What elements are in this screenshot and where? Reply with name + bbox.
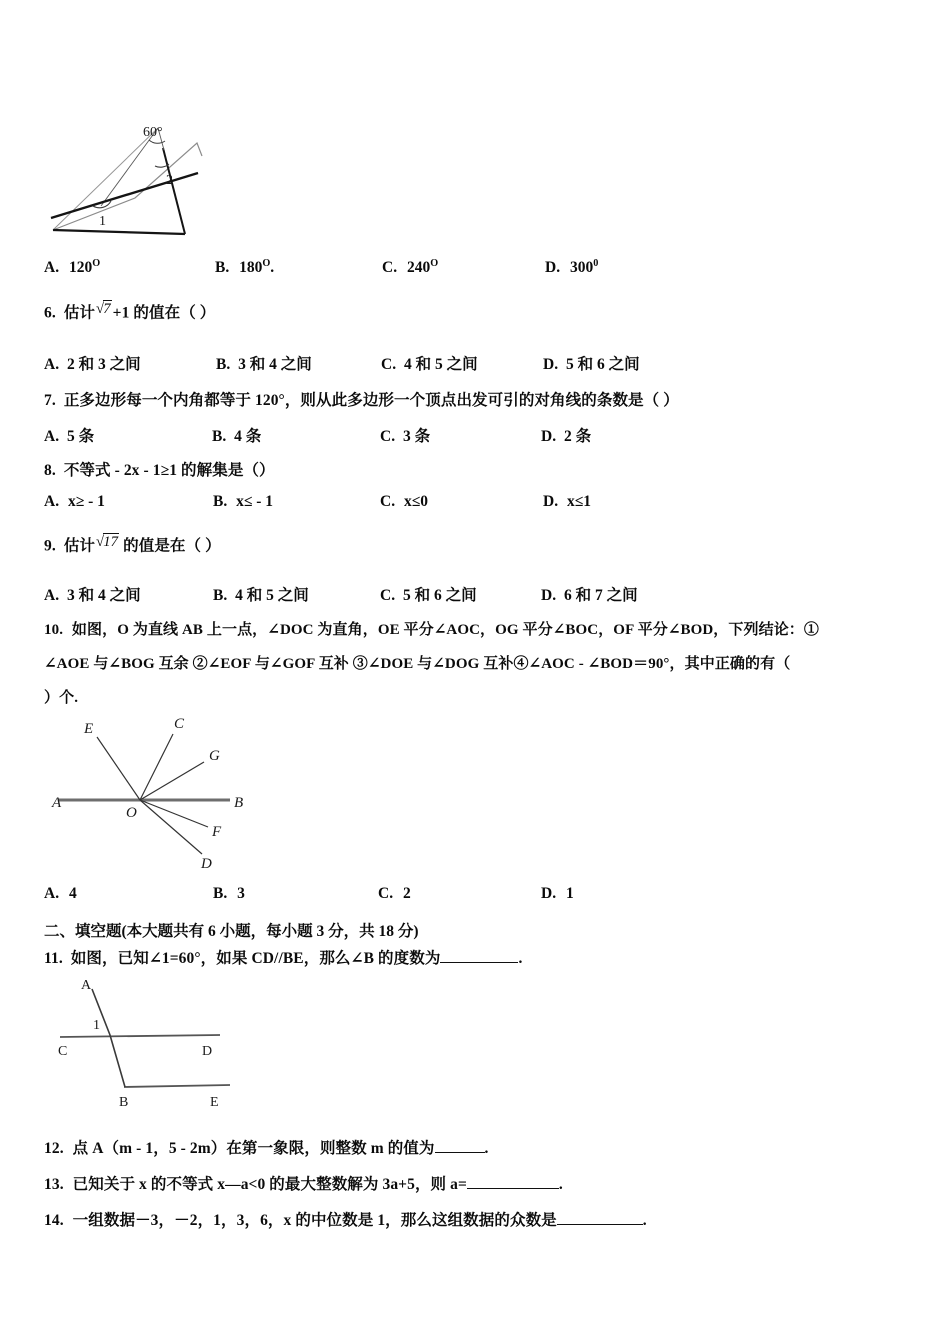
figure-rays-from-o — [40, 712, 290, 884]
q9-option-a-letter: A. — [44, 587, 60, 604]
q5-option-d-value: 300 — [569, 259, 594, 277]
question-6-text — [44, 300, 215, 323]
question-10-line1 — [44, 618, 819, 639]
q10-option-d-text: 1 — [565, 885, 574, 902]
q13-number: 13. — [44, 1176, 64, 1193]
question-12-text — [44, 1136, 488, 1158]
label-C: C — [174, 716, 185, 732]
label-F: F — [212, 824, 222, 840]
question-13-text — [44, 1172, 563, 1194]
q7-option-a-letter: A. — [44, 428, 60, 445]
label-angle1-q11: 1 — [93, 1018, 100, 1033]
label-B: B — [234, 795, 244, 811]
sqrt-7: √7 — [96, 301, 111, 317]
q13-body: 已知关于 x 的不等式 x—a<0 的最大整数解为 3a+5，则 a= — [72, 1176, 467, 1193]
q8-option-c-text: x≤0 — [403, 493, 428, 510]
q5-option-a-letter: A. — [44, 259, 60, 277]
q9-option-d[interactable] — [541, 583, 638, 605]
q8-body: 不等式 - 2x - 1≥1 的解集是（） — [63, 462, 275, 479]
question-10-line2 — [44, 652, 790, 673]
q9-number: 9. — [44, 537, 56, 555]
sqrt-17: √17 — [96, 534, 119, 550]
label-G: G — [209, 748, 220, 764]
q9-option-b-letter: B. — [213, 587, 228, 604]
q5-option-a-sup: O — [92, 258, 101, 269]
label-B-q11: B — [119, 1095, 129, 1110]
q9-option-b[interactable] — [213, 583, 309, 605]
q7-option-c-text: 3 条 — [402, 428, 431, 445]
q11-body: 如图，已知∠1=60°，如果 CD//BE，那么∠B 的度数为 — [70, 950, 441, 967]
q5-option-c[interactable] — [382, 258, 438, 277]
q6-text-before: 估计 — [63, 304, 96, 322]
question-14-text — [44, 1208, 647, 1230]
angle-label-60: 60° — [143, 125, 163, 140]
q8-option-d-text: x≤1 — [566, 493, 591, 510]
q6-option-a-text: 2 和 3 之间 — [66, 356, 141, 373]
q7-option-b-letter: B. — [212, 428, 227, 445]
q5-option-c-sup: O — [430, 258, 439, 269]
q8-option-d[interactable] — [543, 493, 591, 511]
q6-option-c-text: 4 和 5 之间 — [403, 356, 478, 373]
q7-body: 正多边形每一个内角都等于 120°，则从此多边形一个顶点出发可引的对角线的条数是（ ） — [63, 392, 679, 409]
q7-option-a[interactable] — [44, 424, 94, 446]
q7-option-d[interactable] — [541, 424, 591, 446]
q12-answer-blank[interactable] — [435, 1137, 485, 1153]
q6-number: 6. — [44, 304, 56, 322]
q9-option-a-text: 3 和 4 之间 — [66, 587, 141, 604]
q10-line1-body: 如图，O 为直线 AB 上一点，∠DOC 为直角，OE 平分∠AOC，OG 平分∠BOC，OF 平分∠BOD，下列结论：① — [71, 622, 820, 638]
q8-option-c[interactable] — [380, 493, 428, 511]
section-2-heading: 二、填空题(本大题共有 6 小题，每小题 3 分，共 18 分) — [44, 923, 419, 940]
q10-option-a-text: 4 — [68, 885, 77, 902]
q6-option-c-letter: C. — [381, 356, 397, 373]
q9-option-c-text: 5 和 6 之间 — [402, 587, 477, 604]
question-9-text — [44, 533, 221, 556]
q6-option-a[interactable] — [44, 352, 141, 374]
q5-option-b-value: 180 — [239, 259, 263, 277]
q11-number: 11. — [44, 950, 63, 967]
angle-label-2: 2 — [166, 173, 173, 188]
q5-option-c-letter: C. — [382, 259, 398, 277]
question-11-text — [44, 946, 522, 968]
label-D-q11: D — [202, 1044, 213, 1059]
q8-option-b-letter: B. — [213, 493, 228, 510]
q14-answer-blank[interactable] — [557, 1209, 643, 1225]
q11-answer-blank[interactable] — [440, 947, 518, 963]
q9-option-d-letter: D. — [541, 587, 557, 604]
q6-option-a-letter: A. — [44, 356, 60, 373]
q5-option-b-sup: O — [262, 258, 271, 269]
q12-body: 点 A（m - 1，5 - 2m）在第一象限，则整数 m 的值为 — [72, 1140, 435, 1157]
q6-option-d-letter: D. — [543, 356, 559, 373]
q8-option-d-letter: D. — [543, 493, 559, 510]
q10-option-d-letter: D. — [541, 885, 557, 902]
q11-tail: . — [518, 950, 523, 967]
question-7-text — [44, 388, 679, 410]
q10-option-a[interactable] — [44, 885, 77, 903]
q5-option-b-trail: . — [270, 259, 275, 277]
q9-option-c-letter: C. — [380, 587, 396, 604]
q6-option-c[interactable] — [381, 352, 478, 374]
q10-option-c-letter: C. — [378, 885, 394, 902]
q8-option-b-text: x≤ - 1 — [236, 493, 274, 510]
q10-option-a-letter: A. — [44, 885, 60, 902]
q8-option-b[interactable] — [213, 493, 273, 511]
sqrt-17-radicand: 17 — [103, 534, 119, 550]
q5-option-a-value: 120 — [68, 259, 93, 277]
q7-option-c[interactable] — [380, 424, 430, 446]
q7-number: 7. — [44, 392, 56, 409]
label-A-q11: A — [81, 978, 92, 993]
q5-option-c-value: 240 — [406, 259, 431, 277]
label-O: O — [126, 805, 137, 821]
q13-answer-blank[interactable] — [467, 1173, 559, 1189]
q10-option-b-letter: B. — [213, 885, 228, 902]
q7-option-d-text: 2 条 — [563, 428, 592, 445]
q6-text-after: +1 的值在（ ） — [112, 304, 216, 322]
q7-option-b-text: 4 条 — [234, 428, 262, 445]
figure-parallel-lines-transversal — [40, 975, 290, 1125]
q9-text-after: 的值是在（ ） — [123, 537, 221, 555]
q12-tail: . — [484, 1140, 489, 1157]
label-E-q11: E — [210, 1095, 219, 1110]
q7-option-d-letter: D. — [541, 428, 557, 445]
label-C-q11: C — [58, 1044, 68, 1059]
q9-text-before: 估计 — [63, 537, 96, 555]
q7-option-c-letter: C. — [380, 428, 396, 445]
q8-option-a-letter: A. — [44, 493, 60, 510]
question-8-text — [44, 458, 275, 480]
q6-option-b[interactable] — [216, 352, 312, 374]
q9-option-a[interactable] — [44, 583, 141, 605]
q8-option-c-letter: C. — [380, 493, 396, 510]
label-D: D — [201, 856, 212, 872]
q14-number: 14. — [44, 1212, 64, 1229]
q10-line2-body: ∠AOE 与∠BOG 互余 ②∠EOF 与∠GOF 互补 ③∠DOE 与∠DOG 互补④∠AOC - ∠BOD＝90°，其中正确的有（ — [44, 656, 791, 672]
q8-option-a[interactable] — [44, 493, 105, 511]
q9-option-d-text: 6 和 7 之间 — [563, 587, 638, 604]
q10-option-b-text: 3 — [237, 885, 245, 902]
label-A: A — [52, 795, 62, 811]
q5-option-d[interactable] — [545, 258, 598, 277]
q14-body: 一组数据－3，－2，1，3，6，x 的中位数是 1，那么这组数据的众数是 — [72, 1212, 557, 1229]
q6-option-b-letter: B. — [216, 356, 231, 373]
figure-triangle-transversal — [45, 88, 265, 248]
q7-option-a-text: 5 条 — [66, 428, 95, 445]
q6-option-d[interactable] — [543, 352, 640, 374]
label-E: E — [84, 721, 94, 737]
angle-label-1: 1 — [99, 214, 106, 229]
question-10-line3 — [44, 686, 78, 707]
q5-option-b[interactable] — [215, 258, 274, 277]
q5-option-b-letter: B. — [215, 259, 230, 277]
q5-option-d-letter: D. — [545, 259, 561, 277]
q8-option-a-text: x≥ - 1 — [67, 493, 105, 510]
q8-number: 8. — [44, 462, 56, 479]
q10-line3-body: ）个. — [44, 690, 79, 706]
q10-option-d[interactable] — [541, 885, 574, 903]
q12-number: 12. — [44, 1140, 64, 1157]
q7-option-b[interactable] — [212, 424, 261, 446]
q10-number: 10. — [44, 622, 64, 638]
q14-tail: . — [642, 1212, 647, 1229]
q6-option-b-text: 3 和 4 之间 — [238, 356, 312, 373]
sqrt-7-radicand: 7 — [103, 301, 111, 317]
q9-option-b-text: 4 和 5 之间 — [235, 587, 309, 604]
q10-option-c[interactable] — [378, 885, 411, 903]
q10-option-c-text: 2 — [402, 885, 411, 902]
q9-option-c[interactable] — [380, 583, 477, 605]
q5-option-a[interactable] — [44, 258, 100, 277]
q6-option-d-text: 5 和 6 之间 — [565, 356, 640, 373]
q5-option-d-sup: 0 — [593, 258, 599, 269]
q13-tail: . — [558, 1176, 563, 1193]
q10-option-b[interactable] — [213, 885, 245, 903]
